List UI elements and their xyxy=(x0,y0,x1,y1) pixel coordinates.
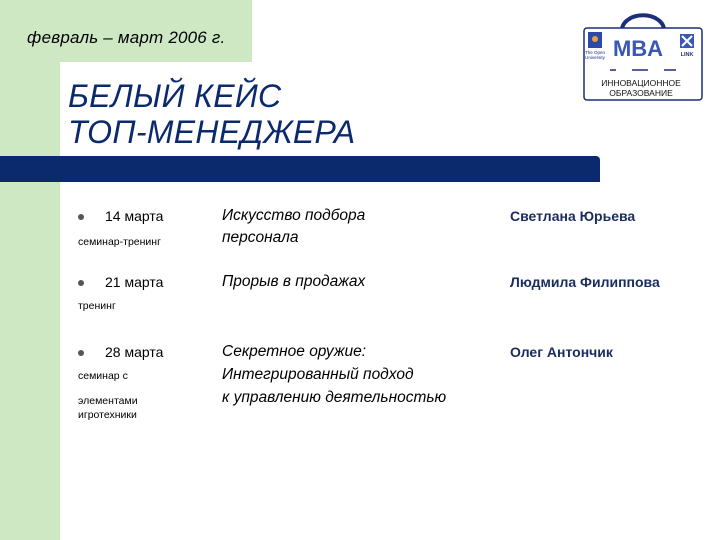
date-range: февраль – март 2006 г. xyxy=(27,28,226,47)
event-1-date: 14 марта xyxy=(105,208,164,224)
university-line-1: The Open xyxy=(584,50,606,55)
event-1-topic-line-1: Искусство подбора xyxy=(222,207,366,224)
logo-caption-line-1: ИННОВАЦИОННОЕ xyxy=(601,78,681,88)
bullet-icon xyxy=(78,280,84,286)
mba-text: MBA xyxy=(612,36,664,61)
event-3-note-line-1: семинар с xyxy=(78,370,128,382)
event-3-topic-line-1: Секретное оружие: xyxy=(222,343,367,360)
event-2-topic-line-1: Прорыв в продажах xyxy=(222,273,366,290)
university-line-2: University xyxy=(585,55,605,60)
event-1-speaker: Светлана Юрьева xyxy=(510,208,636,224)
title-line-2: ТОП-МЕНЕДЖЕРА xyxy=(68,114,356,150)
logo-caption xyxy=(586,78,696,98)
event-3-topic-line-2: Интегрированный подход xyxy=(222,366,414,383)
event-3-date: 28 марта xyxy=(105,344,164,360)
left-accent-band xyxy=(0,0,60,540)
event-3-speaker: Олег Антончик xyxy=(510,344,613,360)
event-2-date: 21 марта xyxy=(105,274,164,290)
link-text: LINK xyxy=(680,52,694,58)
link-star-icon xyxy=(680,34,694,48)
event-1-topic-line-2: персонала xyxy=(222,229,299,246)
event-2-speaker: Людмила Филиппова xyxy=(510,274,660,290)
bullet-icon xyxy=(78,350,84,356)
event-3-note-line-2: элементами xyxy=(78,395,138,407)
bullet-icon xyxy=(78,214,84,220)
event-2-note: тренинг xyxy=(78,300,116,312)
title-underline-bar xyxy=(0,156,600,182)
title-line-1: БЕЛЫЙ КЕЙС xyxy=(68,78,282,114)
event-1-note: семинар-тренинг xyxy=(78,236,161,248)
logo-caption-line-2: ОБРАЗОВАНИЕ xyxy=(609,88,673,98)
event-3-topic-line-3: к управлению деятельностью xyxy=(222,389,447,406)
page-title xyxy=(68,78,355,150)
event-3-note-line-3: игротехники xyxy=(78,409,137,421)
